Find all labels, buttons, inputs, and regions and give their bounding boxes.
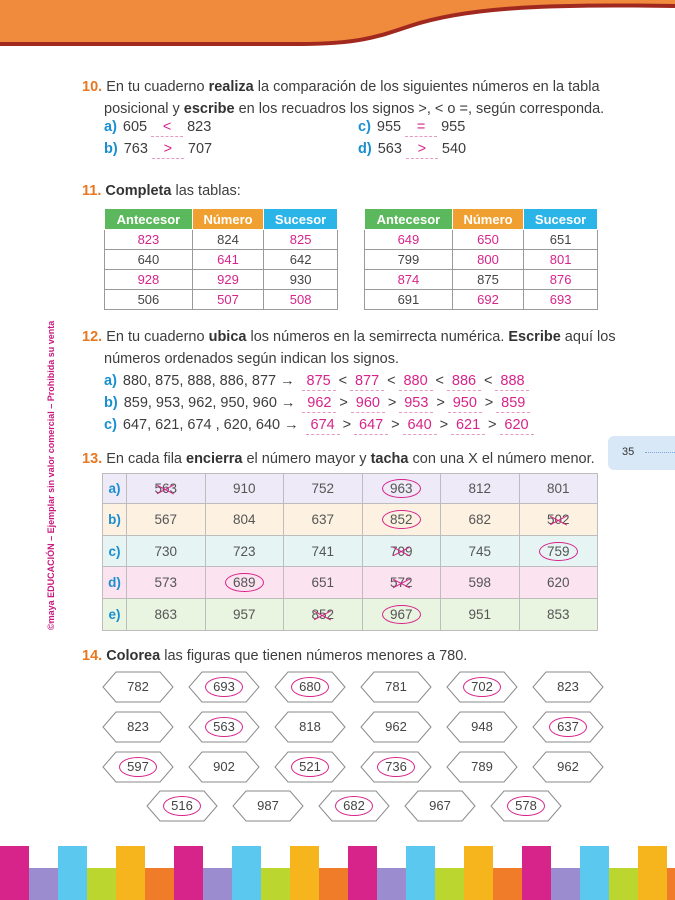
grid-number: 752 xyxy=(311,481,335,496)
color-stripe xyxy=(522,846,551,900)
circled-max-number: 852 xyxy=(382,510,421,529)
color-stripe xyxy=(667,868,675,900)
grid-cell[interactable] xyxy=(127,599,206,631)
answer-blank[interactable]: < xyxy=(151,119,183,137)
grid-cell[interactable] xyxy=(362,567,441,599)
color-stripe xyxy=(551,868,580,900)
circled-max-number: 759 xyxy=(539,542,578,561)
grid-cell[interactable] xyxy=(284,474,363,504)
hexagon-number: 962 xyxy=(385,719,407,734)
answer-blank[interactable]: > xyxy=(406,141,438,159)
header-antecesor: Antecesor xyxy=(365,209,453,230)
color-stripe xyxy=(87,868,116,900)
grid-number: 741 xyxy=(311,543,335,559)
grid-cell[interactable] xyxy=(362,474,441,504)
hexagon-number: 736 xyxy=(385,759,407,774)
table-row: 928 929 930 xyxy=(105,270,338,290)
q10-item-a: a) 605 < 823 xyxy=(104,119,212,135)
hexagon-number: 702 xyxy=(471,679,493,694)
table-row: 691 692 693 xyxy=(365,290,598,310)
hexagon-number: 823 xyxy=(557,679,579,694)
table-row: 649 650 651 xyxy=(365,230,598,250)
q10-item-b: b) 763 > 707 xyxy=(104,141,213,157)
grid-number: 598 xyxy=(468,575,492,590)
grid-cell[interactable] xyxy=(284,599,363,631)
grid-cell[interactable] xyxy=(205,504,284,536)
color-stripe xyxy=(232,846,261,900)
hexagon-shape[interactable] xyxy=(188,751,260,783)
hexagon-number: 967 xyxy=(429,798,451,813)
grid-cell[interactable] xyxy=(519,599,598,631)
q10-item-d: d) 563 > 540 xyxy=(358,141,467,157)
hexagon-shape[interactable] xyxy=(404,790,476,822)
grid-number: 567 xyxy=(154,512,178,527)
header-sucesor: Sucesor xyxy=(524,209,598,230)
page-tab xyxy=(608,436,675,470)
header-antecesor: Antecesor xyxy=(105,209,193,230)
q10-instruction: 10. En tu cuaderno realiza la comparación de los siguientes números en la tabla posicional y escribe en los recuadros los signos >, < o =, según corresponda. xyxy=(82,79,605,117)
answer-blank[interactable]: = xyxy=(405,119,437,137)
hexagon-number: 962 xyxy=(557,759,579,774)
color-stripe xyxy=(29,868,58,900)
color-stripe xyxy=(406,846,435,900)
row-label: d) xyxy=(103,567,127,599)
table-row xyxy=(103,536,598,567)
q12-row-a: a) 880, 875, 888, 886, 877 → 875 < 877 < 880 < 886 < 888 xyxy=(104,373,532,391)
grid-number: 637 xyxy=(311,512,335,527)
grid-cell[interactable] xyxy=(205,474,284,504)
grid-cell[interactable] xyxy=(441,599,520,631)
color-stripe xyxy=(203,868,232,900)
color-stripe xyxy=(609,868,638,900)
hexagon-shape[interactable] xyxy=(102,711,174,743)
arrow-icon: → xyxy=(284,417,299,433)
hexagon-shape[interactable] xyxy=(446,671,518,703)
copyright-side-text: ©maya EDUCACIÓN – Ejemplar sin valor comercial – Prohibida su venta xyxy=(46,320,56,630)
grid-cell[interactable] xyxy=(519,504,598,536)
hexagon-shape[interactable] xyxy=(274,711,346,743)
color-stripe xyxy=(580,846,609,900)
grid-cell[interactable] xyxy=(127,567,206,599)
grid-number: 801 xyxy=(546,481,570,496)
hexagon-number: 563 xyxy=(213,719,235,734)
hexagon-shape[interactable] xyxy=(490,790,562,822)
grid-cell[interactable] xyxy=(441,474,520,504)
row-label: a) xyxy=(103,474,127,504)
circled-max-number: 689 xyxy=(225,573,264,592)
grid-number: 573 xyxy=(154,575,178,590)
hexagon-shape[interactable] xyxy=(360,671,432,703)
hexagon-number: 516 xyxy=(171,798,193,813)
hexagon-shape[interactable] xyxy=(102,671,174,703)
table-row: 506 507 508 xyxy=(105,290,338,310)
hexagon-shape[interactable] xyxy=(360,751,432,783)
arrow-icon: → xyxy=(280,395,296,411)
color-stripe xyxy=(377,868,406,900)
successor-table-1 xyxy=(104,208,338,310)
table-row: 640 641 642 xyxy=(105,250,338,270)
color-stripe xyxy=(464,846,493,900)
hexagon-number: 818 xyxy=(299,719,321,734)
header-sucesor: Sucesor xyxy=(264,209,338,230)
q11-instruction: 11. Completa las tablas: xyxy=(82,183,241,199)
grid-number: 723 xyxy=(232,543,256,559)
color-stripe xyxy=(638,846,667,900)
header-numero: Número xyxy=(452,209,523,230)
grid-cell[interactable] xyxy=(284,504,363,536)
grid-cell[interactable] xyxy=(519,474,598,504)
q12-row-b: b) 859, 953, 962, 950, 960 → 962 > 960 > 953 > 950 > 859 xyxy=(104,395,533,413)
color-stripe xyxy=(435,868,464,900)
table-row: 823 824 825 xyxy=(105,230,338,250)
color-stripe xyxy=(319,868,348,900)
hexagon-shape[interactable] xyxy=(532,711,604,743)
grid-number: 812 xyxy=(468,481,492,496)
hexagon-number: 680 xyxy=(299,679,321,694)
hexagon-shape[interactable] xyxy=(102,751,174,783)
tab-dots xyxy=(645,452,675,453)
table-row: 874 875 876 xyxy=(365,270,598,290)
row-label: c) xyxy=(103,536,127,567)
table-row xyxy=(103,567,598,599)
q10-item-c: c) 955 = 955 xyxy=(358,119,466,135)
grid-cell[interactable] xyxy=(284,567,363,599)
hexagon-number: 781 xyxy=(385,679,407,694)
grid-cell[interactable] xyxy=(127,474,206,504)
grid-cell[interactable] xyxy=(441,536,520,567)
grid-number: 730 xyxy=(154,543,178,559)
grid-cell[interactable] xyxy=(362,599,441,631)
circled-max-number: 967 xyxy=(382,605,421,624)
grid-number: 957 xyxy=(232,607,256,622)
grid-cell[interactable] xyxy=(205,567,284,599)
bottom-color-stripes xyxy=(0,846,675,900)
hexagon-shape[interactable] xyxy=(188,671,260,703)
grid-cell[interactable] xyxy=(205,536,284,567)
grid-number: 853 xyxy=(546,607,570,622)
grid-cell[interactable] xyxy=(127,536,206,567)
hexagon-number: 693 xyxy=(213,679,235,694)
arrow-icon: → xyxy=(280,373,295,389)
q13-instruction: 13. En cada fila encierra el número mayor y tacha con una X el número menor. xyxy=(82,451,595,467)
table-row xyxy=(103,599,598,631)
hexagon-shape[interactable] xyxy=(274,671,346,703)
hexagon-number: 578 xyxy=(515,798,537,813)
successor-table-2 xyxy=(364,208,598,310)
grid-number: 951 xyxy=(468,607,492,622)
grid-number: 651 xyxy=(311,575,335,590)
grid-number: 804 xyxy=(232,512,256,527)
top-wave-banner xyxy=(0,0,675,52)
grid-number: 910 xyxy=(232,481,256,496)
hexagon-number: 521 xyxy=(299,759,321,774)
hexagon-number: 948 xyxy=(471,719,493,734)
page-number: 35 xyxy=(622,446,635,458)
hexagon-shape[interactable] xyxy=(146,790,218,822)
hexagon-shape[interactable] xyxy=(232,790,304,822)
circled-max-number: 963 xyxy=(382,479,421,498)
answer-blank[interactable]: > xyxy=(152,141,184,159)
grid-cell[interactable] xyxy=(519,567,598,599)
hexagon-number: 823 xyxy=(127,719,149,734)
q12-instruction: 12. En tu cuaderno ubica los números en la semirrecta numérica. Escribe aquí los números ordenados según indican los signos. xyxy=(82,329,616,367)
row-label: e) xyxy=(103,599,127,631)
grid-number: 745 xyxy=(468,543,492,559)
table-row xyxy=(103,474,598,504)
grid-cell[interactable] xyxy=(205,599,284,631)
color-stripe xyxy=(58,846,87,900)
crossed-min-number: 852 xyxy=(311,607,335,622)
hexagon-shape[interactable] xyxy=(532,751,604,783)
hexagon-shape[interactable] xyxy=(446,711,518,743)
q13-number-grid xyxy=(102,473,598,631)
row-label: b) xyxy=(103,504,127,536)
hexagon-number: 782 xyxy=(127,679,149,694)
color-stripe xyxy=(493,868,522,900)
color-stripe xyxy=(0,846,29,900)
hexagon-number: 902 xyxy=(213,759,235,774)
grid-cell[interactable] xyxy=(441,567,520,599)
color-stripe xyxy=(348,846,377,900)
grid-cell[interactable] xyxy=(284,536,363,567)
hexagon-number: 987 xyxy=(257,798,279,813)
crossed-min-number: 709 xyxy=(389,543,413,559)
hexagon-shape[interactable] xyxy=(446,751,518,783)
hexagon-number: 637 xyxy=(557,719,579,734)
grid-cell[interactable] xyxy=(362,536,441,567)
hexagon-number: 597 xyxy=(127,759,149,774)
header-numero: Número xyxy=(192,209,263,230)
color-stripe xyxy=(116,846,145,900)
color-stripe xyxy=(145,868,174,900)
crossed-min-number: 563 xyxy=(154,481,178,496)
hexagon-shape[interactable] xyxy=(188,711,260,743)
grid-number: 863 xyxy=(154,607,178,622)
color-stripe xyxy=(290,846,319,900)
hexagon-shape[interactable] xyxy=(360,711,432,743)
hexagon-number: 789 xyxy=(471,759,493,774)
grid-cell[interactable] xyxy=(519,536,598,567)
grid-cell[interactable] xyxy=(362,504,441,536)
q12-row-c: c) 647, 621, 674 , 620, 640 → 674 > 647 > 640 > 621 > 620 xyxy=(104,417,537,435)
grid-number: 620 xyxy=(546,575,570,590)
q14-instruction: 14. Colorea las figuras que tienen números menores a 780. xyxy=(82,648,468,664)
grid-cell[interactable] xyxy=(441,504,520,536)
grid-number: 682 xyxy=(468,512,492,527)
color-stripe xyxy=(174,846,203,900)
grid-cell[interactable] xyxy=(127,504,206,536)
table-row xyxy=(103,504,598,536)
color-stripe xyxy=(261,868,290,900)
hexagon-shape[interactable] xyxy=(274,751,346,783)
crossed-min-number: 572 xyxy=(389,575,413,590)
crossed-min-number: 502 xyxy=(546,512,570,527)
hexagon-number: 682 xyxy=(343,798,365,813)
hexagon-shape[interactable] xyxy=(318,790,390,822)
table-row: 799 800 801 xyxy=(365,250,598,270)
hexagon-shape[interactable] xyxy=(532,671,604,703)
